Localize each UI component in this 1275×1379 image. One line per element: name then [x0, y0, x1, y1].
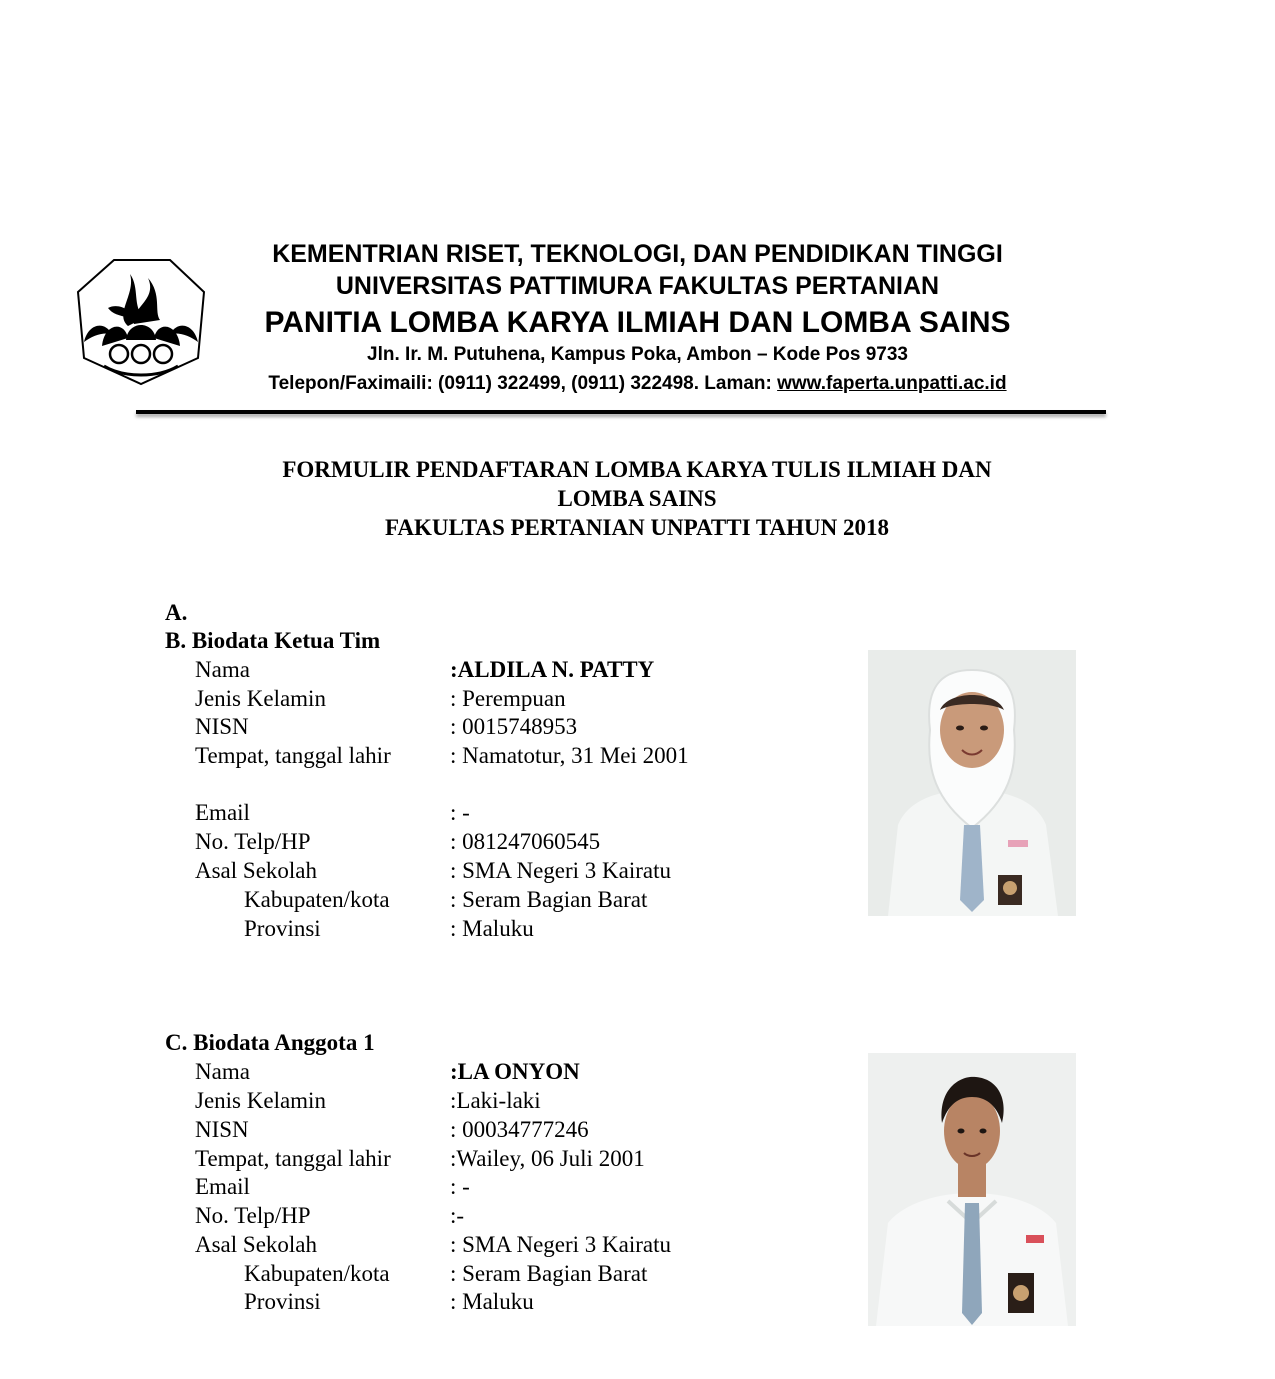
section-b-heading: B. Biodata Ketua Tim — [165, 628, 381, 653]
field-label: Tempat, tanggal lahir — [195, 1146, 391, 1171]
field-label: Nama — [195, 1059, 250, 1084]
letterhead-contact — [180, 373, 1095, 395]
field-value-name: :LA ONYON — [450, 1059, 580, 1084]
field-value: : SMA Negeri 3 Kairatu — [450, 858, 672, 883]
field-label: Provinsi — [244, 916, 321, 941]
field-value: : Seram Bagian Barat — [450, 1261, 648, 1286]
field-value: : 00034777246 — [450, 1117, 589, 1142]
field-value: : 0015748953 — [450, 714, 578, 739]
form-title-line1: FORMULIR PENDAFTARAN LOMBA KARYA TULIS ILMIAH DAN — [282, 457, 992, 482]
field-label: NISN — [195, 714, 249, 739]
letterhead-ministry: KEMENTRIAN RISET, TEKNOLOGI, DAN PENDIDIKAN TINGGI — [272, 240, 1003, 268]
field-label: Jenis Kelamin — [195, 1088, 326, 1113]
field-value: : Namatotur, 31 Mei 2001 — [450, 743, 689, 768]
field-value: : - — [450, 1174, 470, 1199]
field-label: No. Telp/HP — [195, 829, 311, 854]
field-label: Nama — [195, 657, 250, 682]
field-label: Provinsi — [244, 1289, 321, 1314]
field-label: No. Telp/HP — [195, 1203, 311, 1228]
letterhead-committee: PANITIA LOMBA KARYA ILMIAH DAN LOMBA SAINS — [264, 306, 1011, 339]
letterhead-university: UNIVERSITAS PATTIMURA FAKULTAS PERTANIAN — [335, 272, 940, 300]
contact-text: Telepon/Faximaili: (0911) 322499, (0911) 322498. Laman: — [268, 373, 778, 394]
field-label: Asal Sekolah — [195, 1232, 318, 1257]
field-value: : Maluku — [450, 916, 534, 941]
field-value: : 081247060545 — [450, 829, 601, 854]
field-value: : Perempuan — [450, 686, 566, 711]
field-value: :Laki-laki — [450, 1088, 541, 1113]
field-value: : - — [450, 800, 470, 825]
letterhead-rule — [136, 410, 1106, 414]
field-value-name: :ALDILA N. PATTY — [450, 657, 655, 682]
field-value: :- — [450, 1203, 465, 1228]
field-label: Kabupaten/kota — [244, 887, 390, 912]
website-link[interactable]: www.faperta.unpatti.ac.id — [777, 373, 1007, 394]
section-a-heading: A. — [165, 600, 188, 625]
member-photo — [868, 1053, 1076, 1326]
field-label: Email — [195, 1174, 250, 1199]
field-label: NISN — [195, 1117, 249, 1142]
field-label: Email — [195, 800, 250, 825]
form-title-line2: LOMBA SAINS — [557, 486, 717, 511]
section-c-heading: C. Biodata Anggota 1 — [165, 1030, 375, 1055]
letterhead-address: Jln. Ir. M. Putuhena, Kampus Poka, Ambon – Kode Pos 9733 — [367, 344, 908, 365]
field-value: : Maluku — [450, 1289, 534, 1314]
field-value: : Seram Bagian Barat — [450, 887, 648, 912]
field-label: Jenis Kelamin — [195, 686, 326, 711]
field-value: : SMA Negeri 3 Kairatu — [450, 1232, 672, 1257]
field-label: Asal Sekolah — [195, 858, 318, 883]
field-label: Kabupaten/kota — [244, 1261, 390, 1286]
field-label: Tempat, tanggal lahir — [195, 743, 391, 768]
field-value: :Wailey, 06 Juli 2001 — [450, 1146, 645, 1171]
form-title-line3: FAKULTAS PERTANIAN UNPATTI TAHUN 2018 — [385, 515, 889, 540]
leader-photo — [868, 650, 1076, 916]
